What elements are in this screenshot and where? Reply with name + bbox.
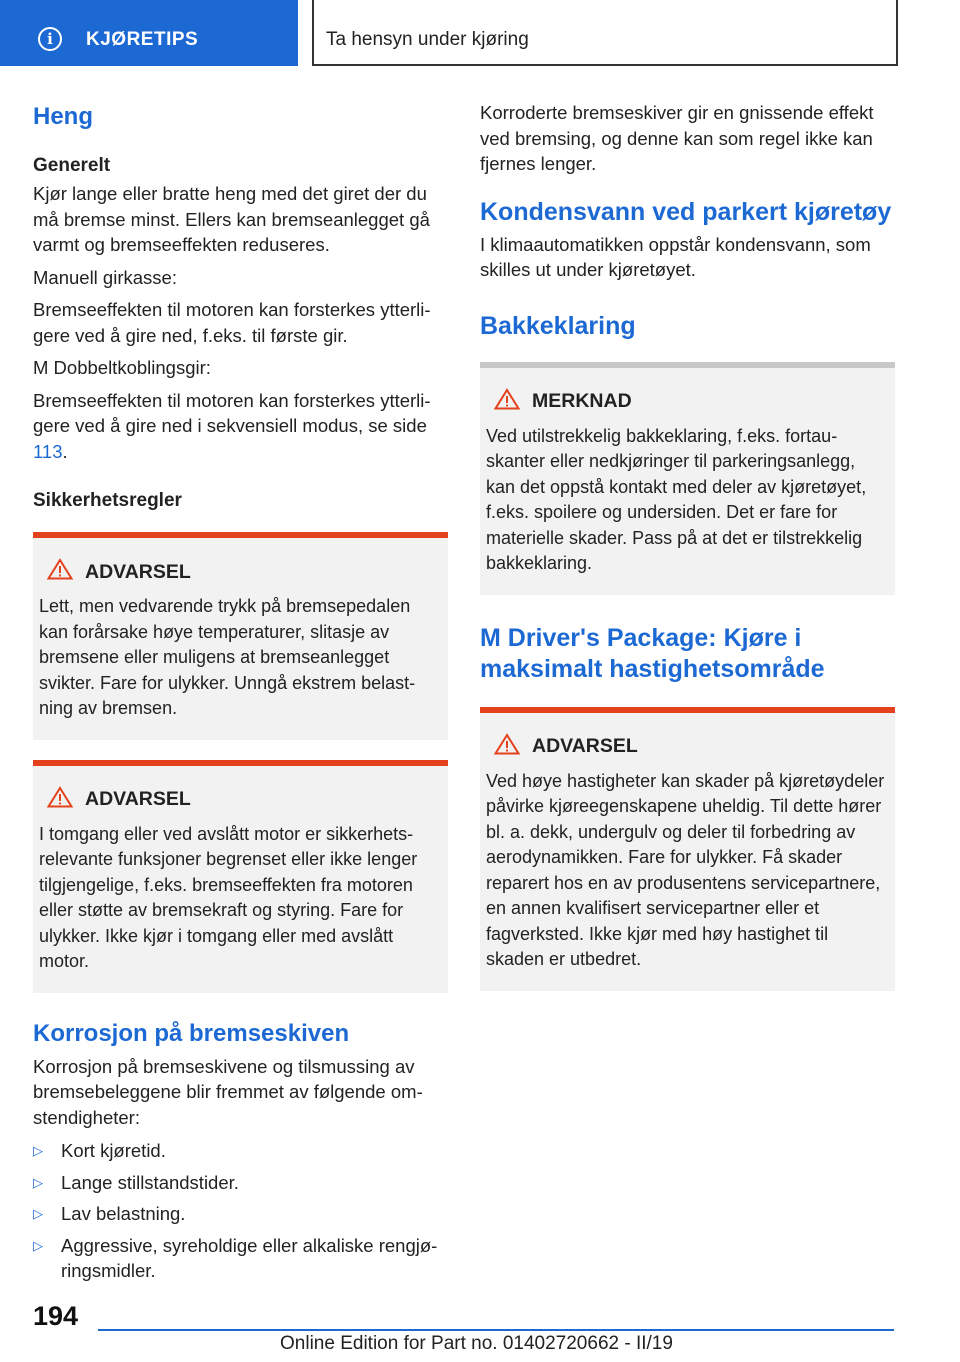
section-tab-label: KJØRETIPS — [86, 29, 199, 50]
warning-box-2-title — [39, 786, 440, 814]
list-item-text: Lav belastning. — [61, 1203, 186, 1224]
heading-sikkerhetsregler: Sikkerhetsregler — [33, 490, 182, 511]
note-box-label: MERKNAD — [532, 390, 632, 412]
footer-divider — [98, 1329, 894, 1331]
list-item — [33, 1201, 448, 1227]
bullet-triangle-icon: ▷ — [33, 1237, 43, 1253]
warning-box-2-label: ADVARSEL — [85, 788, 191, 810]
warning-box-3-text: Ved høye hastigheter kan skader på kjøretøydeler påvirke kjøreegenskapene uheldig. Til dette hører bl. a. dekk, undergulv og deler til forbedring av aerodynamikken. Fare for ulykker. Få skader reparert hos en av produsentens servicepartnere, en annen kvalifisert servicepartner eller et fagverksted. Ikke kjør med høy hastighet til skaden er utbedret. — [486, 770, 885, 969]
paragraph-kondensvann: I klimaautomatikken oppstår kondensvann, som skilles ut under kjøretøyet. — [480, 233, 871, 280]
paragraph-manual-gearbox: Manuell girkasse: — [33, 266, 177, 288]
warning-triangle-icon — [494, 733, 520, 761]
heading-m-drivers-package: M Driver's Package: Kjøre i maksimalt hastighetsområde — [480, 623, 825, 683]
list-item — [33, 1170, 448, 1196]
heading-kondensvann: Kondensvann ved parkert kjøretøy — [480, 197, 892, 226]
warning-triangle-icon — [47, 558, 73, 586]
heading-heng: Heng — [33, 103, 93, 130]
right-column — [480, 100, 895, 991]
warning-box-2-text: I tomgang eller ved avslått motor er sikkerhetsrelevante funksjoner begrenset eller ikke lenger tilgjengelige, f.eks. bremseeffekten fra motoren eller støtte av bremsekraft og styring. Fare for ulykker. Ikke kjør i tomgang eller med avslått motor. — [39, 823, 418, 971]
warning-box-1-text: Lett, men vedvarende trykk på bremsepedalen kan forårsake høye temperaturer, slitasje av bremsene eller muligens at bremseanlegget svikter. Fare for ulykker. Unngå ekstrem belastning av bremsen. — [39, 596, 416, 718]
paragraph-manual-gearbox-text: Bremseeffekten til motoren kan forsterkes ytterligere ved å gire ned, f.eks. til første gir. — [33, 299, 431, 346]
note-box-title — [486, 388, 887, 416]
warning-box-3 — [480, 707, 895, 991]
paragraph-dct: M Dobbeltkoblingsgir: — [33, 357, 211, 378]
left-column — [33, 96, 448, 1290]
bullet-list-korrosjon — [33, 1138, 448, 1284]
warning-box-3-label: ADVARSEL — [532, 735, 638, 757]
warning-box-3-title — [486, 733, 887, 761]
heading-korrosjon: Korrosjon på bremseskiven — [33, 1019, 350, 1047]
warning-box-2 — [33, 760, 448, 993]
edition-note: Online Edition for Part no. 01402720662 - II/19 — [280, 1333, 673, 1354]
paragraph-dct-text-body: Bremseeffekten til motoren kan forsterkes ytterligere ved å gire ned i sekvensiell modus, se side — [33, 389, 431, 436]
chapter-title: Ta hensyn under kjøring — [326, 29, 529, 50]
warning-box-1-label: ADVARSEL — [85, 560, 191, 583]
heading-generelt: Generelt — [33, 155, 111, 176]
paragraph-heng-general: Kjør lange eller bratte heng med det giret der du må bremse minst. Ellers kan bremseanlegget gå varmt og bremseeffekten reduseres. — [33, 183, 430, 255]
note-box — [480, 362, 895, 595]
caution-triangle-icon — [494, 388, 520, 416]
warning-box-1 — [33, 532, 448, 740]
paragraph-korrosjon: Korrosjon på bremseskivene og tilsmussing av bremsebeleggene blir fremmet av følgende omstendigheter: — [33, 1055, 423, 1128]
warning-box-1-title — [39, 558, 440, 586]
paragraph-dct-text-end: . — [62, 440, 68, 462]
list-item-text: Kort kjøretid. — [61, 1140, 166, 1161]
page-number: 194 — [33, 1301, 79, 1331]
paragraph-dct-text — [33, 388, 448, 465]
list-item — [33, 1233, 448, 1284]
paragraph-korroderte: Korroderte bremseskiver gir en gnissende effekt ved bremsing, og denne kan som regel ikke kan fjernes lenger. — [480, 102, 874, 174]
bullet-triangle-icon: ▷ — [33, 1174, 43, 1190]
heading-bakkeklaring: Bakkeklaring — [480, 311, 636, 340]
section-tab — [0, 0, 298, 66]
warning-triangle-icon — [47, 786, 73, 814]
list-item — [33, 1138, 448, 1164]
note-box-text: Ved utilstrekkelig bakkeklaring, f.eks. fortauskanter eller nedkjøringer til parkeringsanlegg, kan det oppstå kontakt med deler av kjøretøyet, f.eks. spoilere og undersiden. Det er fare for materielle skader. Pass på at det er tilstrekkelig bakkeklaring. — [486, 425, 867, 573]
list-item-text: Aggressive, syreholdige eller alkaliske rengjøringsmidler. — [61, 1234, 438, 1281]
info-icon: i — [38, 27, 62, 51]
page-link-113[interactable]: 113 — [33, 440, 63, 462]
bullet-triangle-icon: ▷ — [33, 1206, 43, 1221]
page-header — [0, 0, 960, 66]
bullet-triangle-icon: ▷ — [33, 1143, 43, 1158]
list-item-text: Lange stillstandstider. — [61, 1171, 239, 1193]
